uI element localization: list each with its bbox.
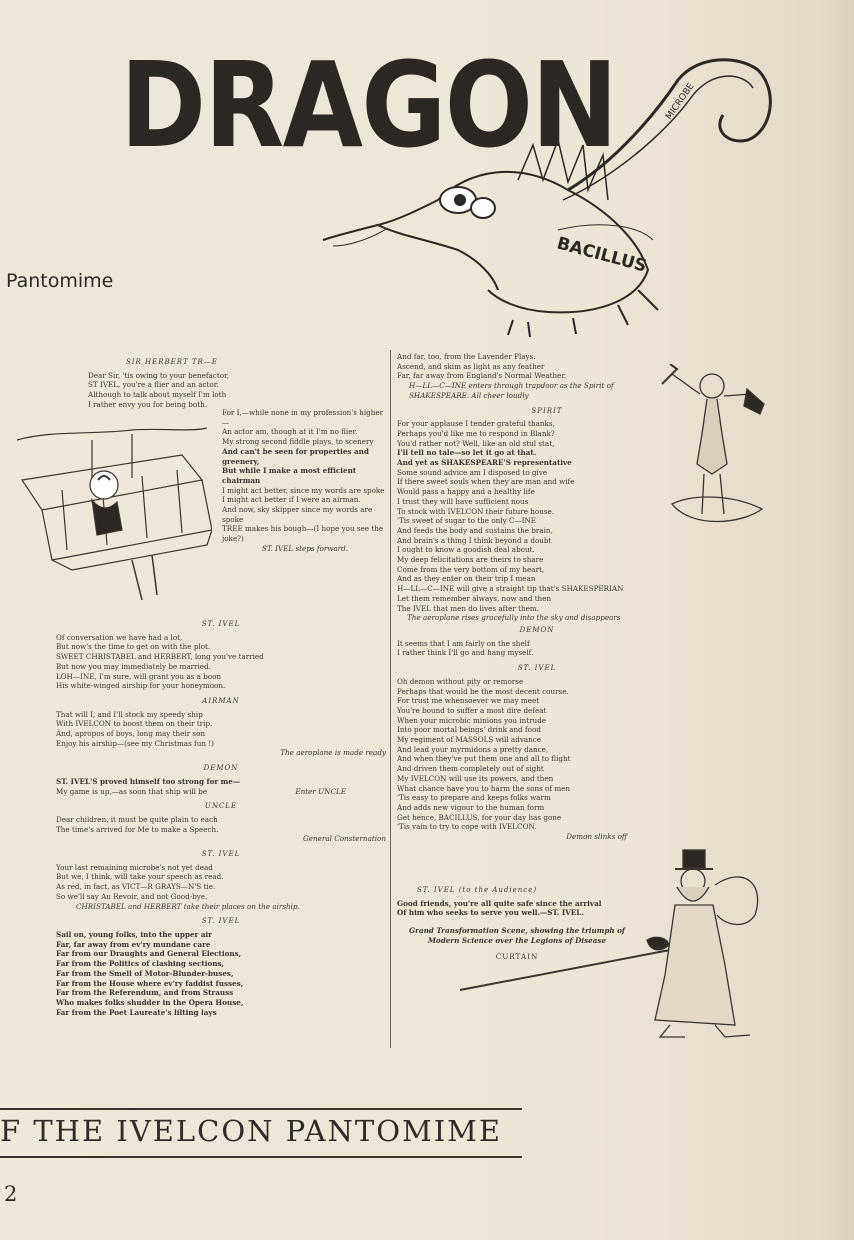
verse-line: And brain's a thing I think beyond a doubt [397,535,552,545]
stage-direction: Enter UNCLE [295,786,346,796]
verse-line: Far, far away from England's Normal Weather. [397,371,567,381]
verse-line: An actor am, though at it I'm no flier. [222,427,358,437]
verse-line: TREE makes his bough—(I hope you see the joke?) [222,524,384,544]
speaker-heading: AIRMAN [202,696,240,705]
page-subtitle: Pantomime [6,270,114,292]
speaker-heading: SIR HERBERT TR—E [126,358,218,366]
verse-line: Come from the very bottom of my heart, [397,564,545,574]
verse-line: And far, too, from the Lavender Plays. [397,352,536,361]
verse-line: So we'll say Au Revoir, and not Good-bye. [56,891,208,901]
verse-line: Sail on, young folks, into the upper air [56,929,212,939]
column-divider [390,350,391,1048]
verse-line: And yet as SHAKESPEARE'S representative [397,458,572,468]
verse-line: Ascend, and skim as light as any feather [397,361,545,371]
verse-line: 'Tis sweet of sugar to the only C—INE [397,516,536,526]
verse-line: Far from the Poet Laureate's lilting lays [56,1007,217,1017]
left-column-tree-speech [222,408,388,554]
verse-line: It seems that I am fairly on the shelf [397,638,530,648]
stage-direction: General Consternation [303,834,386,844]
curtain-label: CURTAIN [495,951,539,961]
verse-line: Let them remember always, now and then [397,593,552,603]
verse-line: And adds new vigour to the human form [397,802,545,812]
verse-line: 'Tis vain to try to cope with IVELCON. [397,822,537,832]
verse-line: That will I, and I'll stock my speedy ship [56,709,203,719]
verse-line: My deep felicitations are theirs to share [397,555,544,565]
verse-line: And, apropos of boys, long may their son [56,729,206,739]
speaker-heading: ST. IVEL [201,850,241,859]
verse-line: Oh demon without pity or remorse [397,676,524,686]
left-column-intro [56,352,386,410]
verse-line: You're bound to suffer a most dire defeat [397,705,547,715]
verse-line: Get hence, BACILLUS, for your day has gone [397,812,562,822]
verse-line: 'Tis easy to prepare and keeps folks warm [397,793,551,803]
right-column-upper [397,352,697,623]
verse-line: As red, in fact, as VICT—R GRAYS—N'S tie. [56,882,216,892]
verse-line: ST IVEL, you're a flier and an actor. [88,380,219,390]
stage-direction: Demon slinks off [566,832,627,842]
verse-line: My game is up,—as soon that ship will be [56,786,208,796]
verse-line: And can't be seen for properties and greenery, [222,446,369,466]
verse-line: And feeds the body and sustains the brain, [397,525,553,535]
verse-line: Some sound advice am I disposed to give [397,467,548,477]
left-column-lower [56,614,386,1017]
dragon-label-bacillus: BACILLUS [554,233,649,277]
dragon-illustration [318,50,788,340]
verse-line: I rather think I'll go and hang myself. [397,648,534,658]
verse-line: And as they enter on their trip I mean [397,574,536,584]
verse-line: Good friends, you're all quite safe since the arrival [397,898,602,908]
verse-line: Of him who seeks to serve you well.—ST. IVEL. [397,908,584,918]
verse-line: Far from the Referendum, and from Strauss [56,988,234,998]
verse-line: My strong second fiddle plays, to scenery [222,437,374,447]
verse-line: You'd rather not? Well, like an old stul stat, [397,438,555,448]
dragon-label-microbe: MICROBE [664,81,697,122]
footer-title: F THE IVELCON PANTOMIME [0,1114,503,1148]
verse-line: For I,—while none in my profession's higher— [222,408,384,427]
verse-line: My IVELCON will use its powers, and then [397,773,554,783]
verse-line: Your last remaining microbe's not yet dead [56,862,213,872]
verse-line: My regiment of MASSOLS will advance [397,735,542,745]
verse-line: For trust me whensoever we may meet [397,696,540,706]
verse-line: To stock with IVELCON their future house. [397,506,555,516]
right-column-middle [397,620,677,842]
verse-line: Although to talk about myself I'm loth [88,390,227,400]
speaker-heading: ST. IVEL (to the Audience) [417,886,538,894]
verse-line-with-entry [56,787,346,797]
verse-line: H—LL—C—INE will give a straight tip that's SHAKESPERIAN [397,584,624,594]
finale-direction: Grand Transformation Scene, showing the triumph of Modern Science over the Legions of Disease [409,926,625,945]
speaker-heading: DEMON [203,764,239,773]
verse-line: Who makes folks shudder in the Opera House, [56,997,244,1007]
footer-rule-bottom [0,1156,522,1158]
verse-line: I might act better, since my words are spoke [222,485,385,495]
verse-line: Into poor mortal beings' drink and food [397,725,541,735]
footer-rule-top [0,1108,522,1110]
verse-line: The IVEL that men do lives after them. [397,603,540,613]
verse-line: Would pass a happy and a healthy life [397,487,535,497]
speaker-heading: DEMON [519,626,555,634]
verse-line: Perhaps that would be the most decent course. [397,686,569,696]
verse-line: His white-winged airship for your honeymoon. [56,681,226,691]
verse-line: For your applause I tender grateful thanks, [397,419,555,429]
stage-direction: The aeroplane is made ready [280,748,386,758]
verse-line: When your microbic minions you intrude [397,715,547,725]
verse-line: I rather envy you for being both. [88,399,208,409]
verse-line: But now you may immediately be married. [56,661,211,671]
verse-line: Dear children, it must be quite plain to each [56,814,218,824]
verse-line: And now, sky skipper since my words are spoke [222,505,373,524]
verse-line: I trust they will have sufficient nous [397,496,529,506]
verse-line: Enjoy his airship—(see my Christmas fun !) [56,738,214,748]
verse-line: But while I make a most efficient chairman [222,466,357,485]
speaker-heading: ST. IVEL [517,664,557,673]
speaker-heading: ST. IVEL [201,620,241,628]
verse-line: Of conversation we have had a lot, [56,632,183,642]
verse-line: And when they've put them one and all to flight [397,754,571,764]
right-column-lower [397,880,647,961]
speaker-heading: UNCLE [204,802,238,811]
verse-line: If there sweet souls when they are man and wife [397,477,575,487]
verse-line: Far from the Smell of Motor-Blunder-buses, [56,968,234,978]
page-title: DRAGON [120,36,617,174]
verse-line: But now's the time to get on with the plot. [56,642,211,652]
verse-line: With IVELCON to boost them on their trip. [56,719,213,729]
verse-line: LOH—INE, I'm sure, will grant you as a boon [56,671,222,681]
verse-line: What chance have you to harm the sons of men [397,783,571,793]
speaker-heading: ST. IVEL [201,917,241,926]
stage-direction: H—LL—C—INE enters through trapdoor as the Spirit of SHAKESPEARE. All cheer loudly [409,381,614,400]
verse-line: Far from the Politics of clashing sections, [56,959,225,969]
verse-line: The time's arrived for Me to make a Speech. [56,824,219,834]
verse-line: Far from our Draughts and General Elections, [56,949,242,959]
speaker-heading: SPIRIT [531,406,563,415]
verse-line: Far from the House where ev'ry faddist fusses, [56,978,244,988]
verse-line: But we, I think, will take your speech as read. [56,872,224,882]
verse-line: Perhaps you'd like me to respond in Blank? [397,428,555,438]
verse-line: Far, far away from ev'ry mundane care [56,939,211,949]
stage-direction: ST. IVEL steps forward. [261,543,349,553]
verse-line: ST. IVEL'S proved himself too strong for me— [56,776,241,786]
page-number: 2 [4,1182,18,1206]
verse-line: I ought to know a goodish deal about. [397,545,535,555]
verse-lines [88,371,386,410]
stage-direction: CHRISTABEL and HERBERT take their places on the airship. [76,901,300,911]
verse-line: And lead your myrmidons a pretty dance, [397,744,549,754]
airship-illustration [12,420,212,610]
verse-line: I'll tell no tale—so let it go at that. [397,448,537,458]
verse-line: SWEET CHRISTABEL and HERBERT, long you've tarried [56,652,264,662]
verse-line: I might act better if I were an airman. [222,495,361,505]
stage-direction: The aeroplane rises gracefully into the sky and disappears [407,613,621,623]
verse-line: And driven them completely out of sight [397,764,544,774]
verse-line: Dear Sir, 'tis owing to your benefactor, [88,370,229,380]
